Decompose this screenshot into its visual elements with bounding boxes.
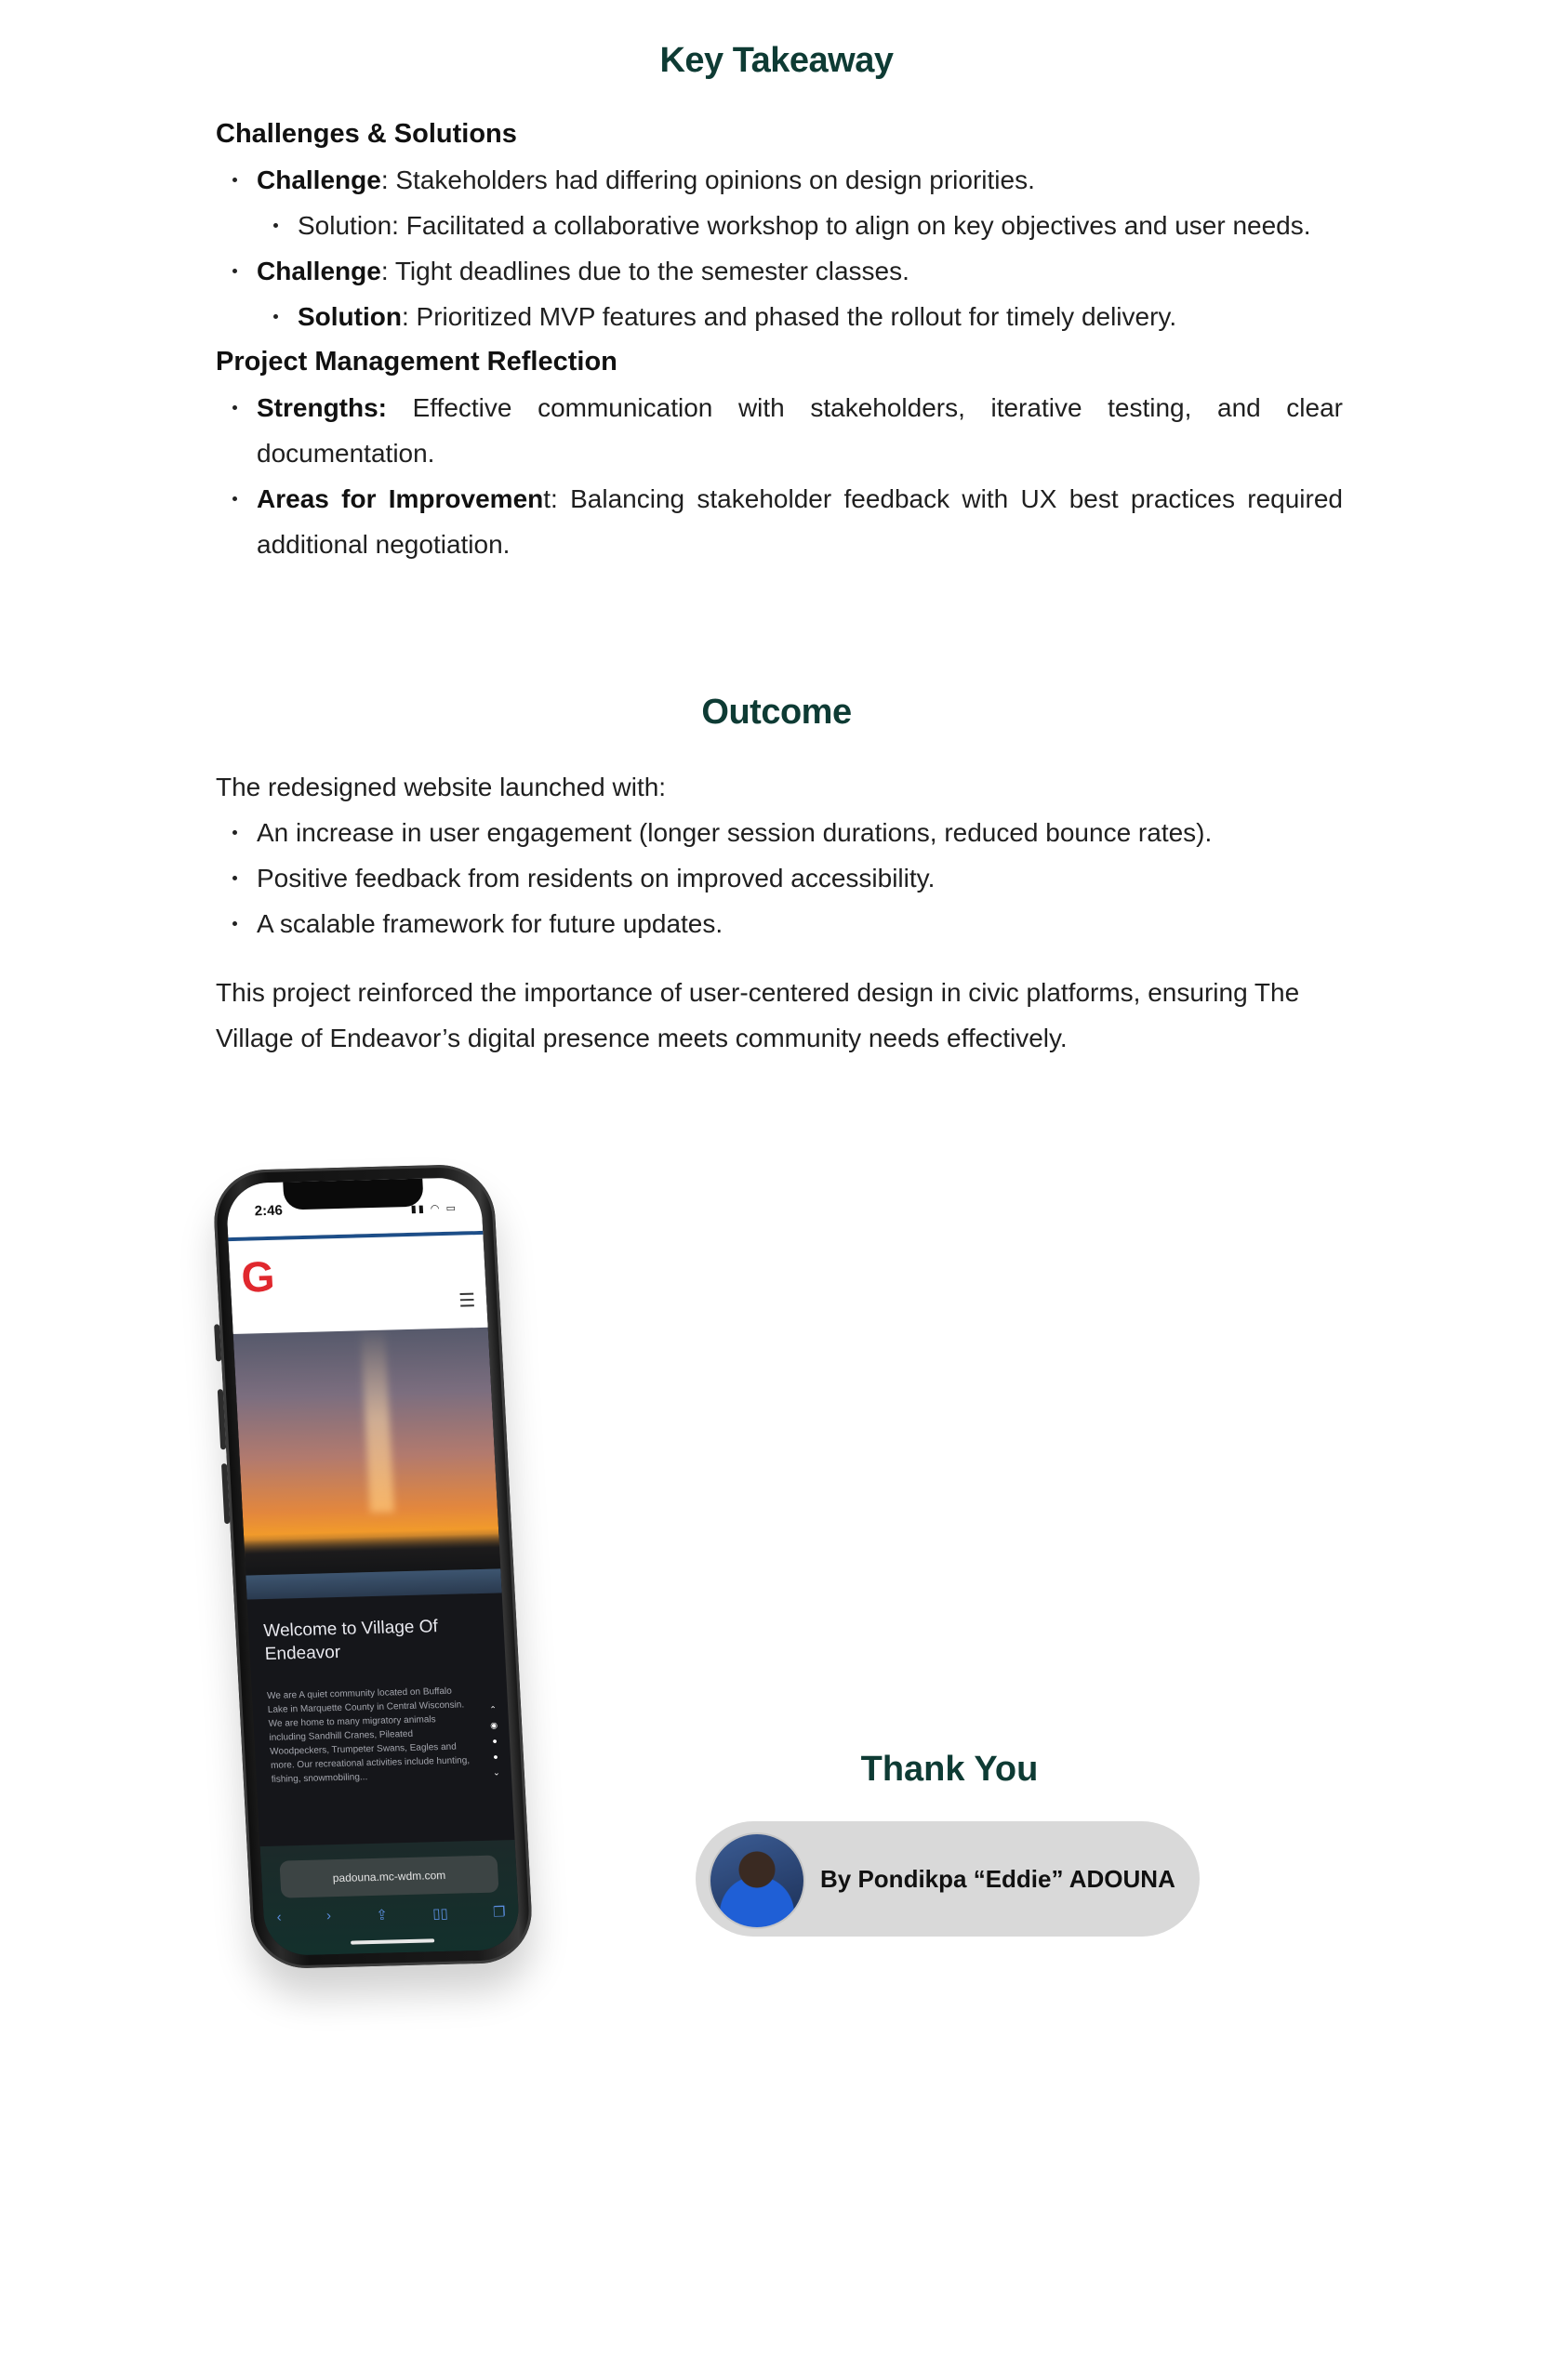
outcome-item: Positive feedback from residents on improved accessibility. — [257, 855, 1343, 901]
solution-text: Solution: Facilitated a collaborative workshop to align on key objectives and user needs. — [298, 211, 1311, 240]
pm-reflection-heading: Project Management Reflection — [216, 347, 617, 377]
strengths-text: Effective communication with stakeholders, iterative testing, and clear documentation. — [257, 393, 1343, 468]
status-time: 2:46 — [254, 1202, 284, 1220]
pm-reflection-list — [216, 385, 1343, 567]
site-logo[interactable]: G — [240, 1251, 276, 1302]
light-pillar — [360, 1327, 393, 1513]
browser-bar — [260, 1840, 521, 1956]
areas-item — [257, 476, 1343, 567]
key-takeaway-heading: Key Takeaway — [659, 41, 894, 80]
outcome-list — [216, 810, 1343, 946]
areas-text: t: Balancing stakeholder feedback with UX best practices required additional negotiation. — [257, 484, 1343, 559]
bookmarks-icon[interactable]: ▯▯ — [431, 1905, 449, 1923]
outcome-section — [216, 764, 1343, 1061]
tabs-icon[interactable]: ❐ — [492, 1904, 507, 1921]
strengths-label: Strengths: — [257, 393, 387, 422]
home-indicator — [351, 1938, 434, 1944]
challenge-text: : Tight deadlines due to the semester classes. — [380, 257, 909, 285]
solution-text: : Prioritized MVP features and phased the rollout for timely delivery. — [401, 302, 1177, 331]
solution-item — [298, 203, 1343, 248]
challenge-label: Challenge — [257, 165, 381, 194]
strengths-item — [257, 385, 1343, 476]
phone-side-button — [221, 1463, 230, 1524]
outcome-item: A scalable framework for future updates. — [257, 901, 1343, 946]
carousel-dots[interactable]: ⌃ ◉ ● ● ⌄ — [489, 1704, 500, 1778]
challenge-item — [257, 157, 1343, 203]
outcome-intro: The redesigned website launched with: — [216, 773, 667, 801]
key-takeaway-section — [216, 112, 1343, 567]
phone-mockup — [211, 1164, 534, 1970]
hamburger-menu-icon[interactable]: ☰ — [458, 1290, 476, 1312]
challenges-list — [216, 157, 1343, 339]
signal-wifi-battery-icon: ▮▮ ◠ ▭ — [410, 1202, 458, 1215]
url-field[interactable]: padouna.mc-wdm.com — [279, 1856, 498, 1898]
hero-image — [232, 1324, 501, 1600]
challenge-label: Challenge — [257, 257, 381, 285]
phone-side-button — [214, 1324, 221, 1361]
hero-title: Welcome to Village Of Endeavor — [262, 1617, 439, 1665]
outcome-item: An increase in user engagement (longer session durations, reduced bounce rates). — [257, 810, 1343, 855]
solution-item — [298, 294, 1343, 339]
share-icon[interactable]: ⇪ — [375, 1907, 389, 1924]
phone-notch — [283, 1179, 424, 1210]
challenge-item — [257, 248, 1343, 294]
back-icon[interactable]: ‹ — [276, 1909, 283, 1925]
hero-description: We are A quiet community located on Buffalo Lake in Marquette County in Central Wisconsin. We are home to many migratory animals including Sandhill Cranes, Pileated Woodpeckers, Trumpeter Swans, Eagles and more. Our recreational activities include hunting, fishing, snowmobiling... — [266, 1686, 471, 1785]
avatar — [709, 1832, 805, 1929]
phone-screen — [225, 1177, 521, 1956]
author-name: By Pondikpa “Eddie” ADOUNA — [820, 1865, 1175, 1893]
forward-icon[interactable]: › — [325, 1908, 332, 1924]
challenges-heading: Challenges & Solutions — [216, 119, 517, 149]
areas-label: Areas for Improvemen — [257, 484, 544, 513]
author-badge — [696, 1821, 1200, 1937]
solution-label: Solution — [298, 302, 402, 331]
challenge-text: : Stakeholders had differing opinions on design priorities. — [380, 165, 1035, 194]
browser-toolbar — [276, 1903, 506, 1925]
phone-side-button — [218, 1389, 226, 1449]
site-header — [228, 1231, 487, 1334]
thank-you-heading: Thank You — [860, 1750, 1039, 1789]
outcome-heading: Outcome — [701, 693, 852, 732]
outcome-closing: This project reinforced the importance of user-centered design in civic platforms, ensuring The Village of Endeavor’s digital presence meets community needs effectively. — [216, 978, 1300, 1052]
